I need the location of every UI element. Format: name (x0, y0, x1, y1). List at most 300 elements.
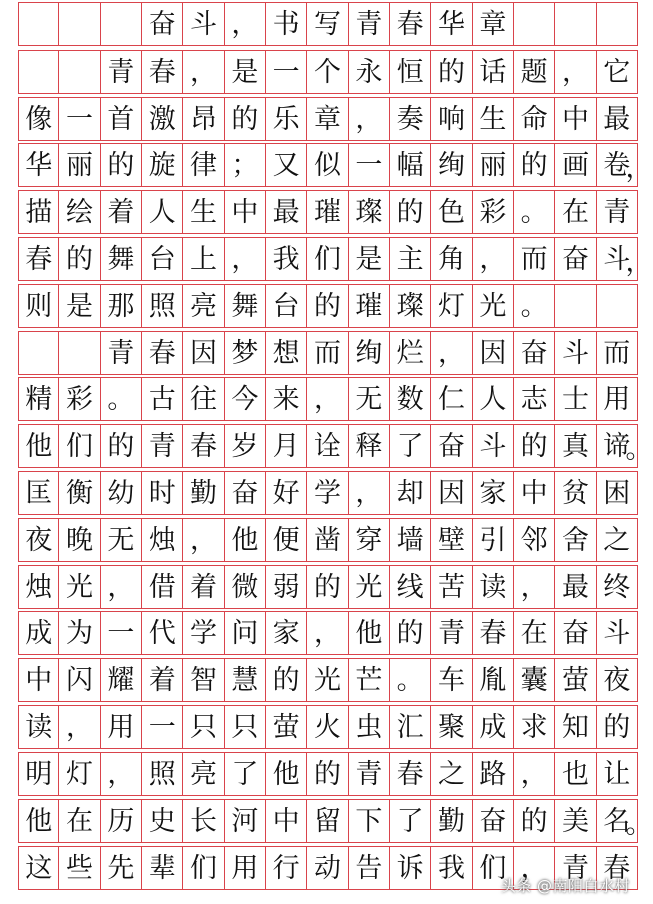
grid-cell: 画 (555, 144, 596, 186)
grid-row (18, 143, 653, 187)
grid-cell: 则 (18, 285, 59, 327)
grid-cell: 车 (431, 659, 472, 701)
grid-cell: 春 (390, 3, 431, 45)
grid-cell: 春 (473, 612, 514, 654)
grid-cell: 诠 (307, 425, 348, 467)
grid-cell: 借 (142, 566, 183, 608)
grid-cell: 旋 (142, 144, 183, 186)
grid-cell: 无 (101, 519, 142, 561)
grid-cell: 亮 (183, 753, 224, 795)
grid-cell: 似 (307, 144, 348, 186)
grid-cell: 弱 (266, 566, 307, 608)
grid-cell: 留 (307, 800, 348, 842)
grid-cell: 斗 (473, 425, 514, 467)
grid-cell: 释 (349, 425, 390, 467)
grid-cell: 我 (431, 847, 472, 889)
grid-cell: 的 (597, 706, 638, 748)
grid-cell: 们 (473, 847, 514, 889)
grid-cell: 青 (101, 51, 142, 93)
grid-cell: 用 (597, 378, 638, 420)
grid-cell: 最 (597, 98, 638, 140)
grid-cell: 奋 (555, 238, 596, 280)
grid-cell: 用 (225, 847, 266, 889)
grid-cell: 光 (349, 566, 390, 608)
grid-cell: 往 (183, 378, 224, 420)
grid-cell: 士 (555, 378, 596, 420)
grid-cell: 在 (59, 800, 100, 842)
grid-cell: 史 (142, 800, 183, 842)
grid-cell: 为 (59, 612, 100, 654)
grid-cell: 斗 (183, 3, 224, 45)
grid-cell: 贫 (555, 472, 596, 514)
grid-cell: 慧 (225, 659, 266, 701)
grid-cell: 的 (266, 659, 307, 701)
grid-cell: 岁 (225, 425, 266, 467)
grid-cell: 上 (183, 238, 224, 280)
grid-cell: 绘 (59, 191, 100, 233)
grid-cell: 之 (597, 519, 638, 561)
grid-cell: ， (183, 51, 224, 93)
grid-cell: 火 (307, 706, 348, 748)
grid-cell: 描 (18, 191, 59, 233)
grid-cell: 他 (18, 425, 59, 467)
grid-cell: 勤 (183, 472, 224, 514)
grid-row (18, 611, 638, 655)
grid-cell: 知 (555, 706, 596, 748)
grid-cell: 的 (307, 753, 348, 795)
grid-cell: 舞 (225, 285, 266, 327)
grid-cell: 人 (142, 191, 183, 233)
grid-cell: 学 (307, 472, 348, 514)
grid-row (18, 377, 638, 421)
grid-cell: 春 (142, 51, 183, 93)
grid-cell: 是 (225, 51, 266, 93)
grid-cell: 奏 (390, 98, 431, 140)
grid-cell: 好 (266, 472, 307, 514)
grid-cell: 春 (183, 425, 224, 467)
grid-cell: 。 (514, 285, 555, 327)
grid-cell: ， (59, 706, 100, 748)
grid-cell: 告 (349, 847, 390, 889)
grid-cell: 章 (473, 3, 514, 45)
grid-cell: 匡 (18, 472, 59, 514)
grid-cell: 丽 (473, 144, 514, 186)
grid-cell: 河 (225, 800, 266, 842)
grid-cell: 舍 (555, 519, 596, 561)
overflow-char: 。 (625, 808, 653, 840)
grid-cell: ， (225, 238, 266, 280)
grid-cell: 芒 (349, 659, 390, 701)
grid-cell: 数 (390, 378, 431, 420)
grid-cell: 照 (142, 285, 183, 327)
grid-cell: 下 (349, 800, 390, 842)
grid-cell: ， (555, 51, 596, 93)
grid-cell: 引 (473, 519, 514, 561)
grid-cell: 成 (18, 612, 59, 654)
grid-cell: 中 (18, 659, 59, 701)
grid-cell: 谛 (597, 425, 638, 467)
grid-cell: 代 (142, 612, 183, 654)
grid-cell (555, 285, 596, 327)
grid-cell: 志 (514, 378, 555, 420)
grid-cell: 首 (101, 98, 142, 140)
grid-cell: 些 (59, 847, 100, 889)
grid-cell: 春 (390, 753, 431, 795)
grid-cell: 奋 (514, 332, 555, 374)
grid-cell: 明 (18, 753, 59, 795)
grid-cell: 的 (59, 238, 100, 280)
grid-cell: 光 (307, 659, 348, 701)
grid-cell: 了 (225, 753, 266, 795)
grid-cell: 昂 (183, 98, 224, 140)
grid-cell: 胤 (473, 659, 514, 701)
grid-cell: 章 (307, 98, 348, 140)
grid-cell: ， (473, 238, 514, 280)
grid-cell: 学 (183, 612, 224, 654)
grid-cell: 着 (142, 659, 183, 701)
grid-cell: 青 (349, 753, 390, 795)
grid-cell (59, 51, 100, 93)
grid-cell: 的 (390, 191, 431, 233)
grid-cell: 之 (431, 753, 472, 795)
overflow-char: 。 (625, 433, 653, 465)
grid-row (18, 50, 638, 94)
grid-cell: 而 (307, 332, 348, 374)
grid-cell: 台 (266, 285, 307, 327)
grid-cell: 无 (349, 378, 390, 420)
grid-row (18, 331, 638, 375)
grid-cell: 。 (101, 378, 142, 420)
grid-cell: 问 (225, 612, 266, 654)
grid-cell: 台 (142, 238, 183, 280)
grid-cell: 最 (555, 566, 596, 608)
grid-cell: 们 (59, 425, 100, 467)
grid-cell: 让 (597, 753, 638, 795)
grid-cell: 时 (142, 472, 183, 514)
grid-cell: 人 (473, 378, 514, 420)
grid-cell: 终 (597, 566, 638, 608)
grid-cell: 奋 (142, 3, 183, 45)
grid-cell: 虫 (349, 706, 390, 748)
grid-cell: 了 (390, 425, 431, 467)
grid-cell: 斗 (555, 332, 596, 374)
grid-cell: 行 (266, 847, 307, 889)
grid-cell: 激 (142, 98, 183, 140)
grid-cell: 青 (555, 847, 596, 889)
grid-cell: 精 (18, 378, 59, 420)
grid-cell: 命 (514, 98, 555, 140)
grid-row (18, 424, 653, 468)
grid-cell: 因 (183, 332, 224, 374)
overflow-char: ， (625, 246, 653, 278)
grid-cell: 他 (266, 753, 307, 795)
grid-cell: 着 (183, 566, 224, 608)
grid-cell: 们 (183, 847, 224, 889)
grid-cell: 彩 (59, 378, 100, 420)
watermark: 头条 @南阳白水村 (500, 877, 630, 895)
grid-cell: 斗 (597, 612, 638, 654)
grid-cell: ， (101, 566, 142, 608)
grid-cell: 的 (431, 51, 472, 93)
grid-cell: 光 (473, 285, 514, 327)
grid-cell: 动 (307, 847, 348, 889)
grid-cell: 因 (473, 332, 514, 374)
grid-row (18, 799, 653, 843)
grid-cell: 的 (514, 425, 555, 467)
grid-cell: 夜 (18, 519, 59, 561)
grid-cell: 美 (555, 800, 596, 842)
grid-row (18, 284, 638, 328)
grid-cell: 衡 (59, 472, 100, 514)
grid-cell: 主 (390, 238, 431, 280)
grid-cell: 中 (514, 472, 555, 514)
grid-cell: 勤 (431, 800, 472, 842)
grid-cell: 便 (266, 519, 307, 561)
grid-row (18, 237, 653, 281)
grid-row (18, 752, 638, 796)
grid-cell: 古 (142, 378, 183, 420)
grid-row (18, 97, 638, 141)
grid-cell: ， (349, 98, 390, 140)
grid-cell: 一 (142, 706, 183, 748)
grid-cell: 生 (473, 98, 514, 140)
grid-cell: 灯 (59, 753, 100, 795)
grid-cell: 是 (59, 285, 100, 327)
grid-cell: 也 (555, 753, 596, 795)
grid-cell: ， (349, 472, 390, 514)
grid-cell: 辈 (142, 847, 183, 889)
grid-cell: 青 (431, 612, 472, 654)
grid-cell: 来 (266, 378, 307, 420)
grid-cell: 响 (431, 98, 472, 140)
grid-cell: 亮 (183, 285, 224, 327)
grid-cell: 他 (225, 519, 266, 561)
grid-cell (101, 3, 142, 45)
grid-cell: 的 (390, 612, 431, 654)
grid-cell: 只 (183, 706, 224, 748)
grid-cell: 青 (349, 3, 390, 45)
grid-cell: 穿 (349, 519, 390, 561)
grid-cell: 奋 (555, 612, 596, 654)
grid-cell: ； (225, 144, 266, 186)
grid-cell: 先 (101, 847, 142, 889)
grid-cell: ， (514, 753, 555, 795)
grid-cell: 那 (101, 285, 142, 327)
grid-cell: 璀 (307, 191, 348, 233)
grid-cell: 因 (431, 472, 472, 514)
grid-cell: 最 (266, 191, 307, 233)
grid-cell: 写 (307, 3, 348, 45)
grid-cell: 想 (266, 332, 307, 374)
grid-cell: 困 (597, 472, 638, 514)
grid-cell: 绚 (349, 332, 390, 374)
grid-cell: 角 (431, 238, 472, 280)
grid-cell: 的 (514, 800, 555, 842)
grid-cell: 青 (142, 425, 183, 467)
grid-cell: 名 (597, 800, 638, 842)
grid-cell: 着 (101, 191, 142, 233)
grid-cell: 幼 (101, 472, 142, 514)
grid-cell: 绚 (431, 144, 472, 186)
grid-cell: 历 (101, 800, 142, 842)
grid-cell: 乐 (266, 98, 307, 140)
grid-cell: 却 (390, 472, 431, 514)
grid-cell: ， (307, 378, 348, 420)
grid-cell: 囊 (514, 659, 555, 701)
grid-cell: 读 (18, 706, 59, 748)
grid-cell: 华 (18, 144, 59, 186)
grid-cell: 璨 (390, 285, 431, 327)
grid-row (18, 2, 638, 46)
grid-cell: 仁 (431, 378, 472, 420)
grid-cell: 月 (266, 425, 307, 467)
grid-cell: 萤 (266, 706, 307, 748)
grid-row (18, 190, 638, 234)
grid-cell: ， (225, 3, 266, 45)
grid-cell: 梦 (225, 332, 266, 374)
grid-cell: 是 (349, 238, 390, 280)
grid-cell: 璨 (349, 191, 390, 233)
grid-cell: 灯 (431, 285, 472, 327)
grid-cell: 读 (473, 566, 514, 608)
grid-cell: 苦 (431, 566, 472, 608)
grid-cell: 舞 (101, 238, 142, 280)
grid-cell: 永 (349, 51, 390, 93)
grid-cell: ， (183, 519, 224, 561)
grid-cell: 邻 (514, 519, 555, 561)
grid-cell: ， (514, 566, 555, 608)
grid-cell: 智 (183, 659, 224, 701)
grid-cell: 斗 (597, 238, 638, 280)
grid-cell: ， (101, 753, 142, 795)
grid-cell: 们 (307, 238, 348, 280)
grid-cell: 在 (555, 191, 596, 233)
overflow-char: ， (625, 152, 653, 184)
grid-cell: 烂 (390, 332, 431, 374)
grid-cell: 的 (101, 144, 142, 186)
grid-cell: 墙 (390, 519, 431, 561)
grid-cell: 又 (266, 144, 307, 186)
grid-cell: 萤 (555, 659, 596, 701)
grid-cell: 夜 (597, 659, 638, 701)
grid-cell: 奋 (473, 800, 514, 842)
grid-row (18, 565, 638, 609)
grid-row (18, 705, 638, 749)
grid-cell: 路 (473, 753, 514, 795)
grid-cell: 长 (183, 800, 224, 842)
grid-cell: 这 (18, 847, 59, 889)
grid-cell: 一 (266, 51, 307, 93)
grid-cell: 彩 (473, 191, 514, 233)
grid-cell: 中 (266, 800, 307, 842)
grid-cell: 个 (307, 51, 348, 93)
grid-cell: 像 (18, 98, 59, 140)
grid-cell: 。 (514, 191, 555, 233)
grid-cell: 春 (18, 238, 59, 280)
grid-cell (555, 3, 596, 45)
grid-cell: 丽 (59, 144, 100, 186)
grid-cell: 华 (431, 3, 472, 45)
grid-cell: ， (514, 847, 555, 889)
grid-cell: ， (307, 612, 348, 654)
grid-cell: 汇 (390, 706, 431, 748)
grid-cell: 我 (266, 238, 307, 280)
grid-cell: 成 (473, 706, 514, 748)
grid-cell: 照 (142, 753, 183, 795)
grid-cell: ， (431, 332, 472, 374)
grid-cell: 一 (101, 612, 142, 654)
grid-cell: 他 (349, 612, 390, 654)
grid-row (18, 518, 638, 562)
grid-cell (59, 332, 100, 374)
grid-cell: 生 (183, 191, 224, 233)
grid-cell: 青 (101, 332, 142, 374)
grid-cell: 真 (555, 425, 596, 467)
grid-cell: 色 (431, 191, 472, 233)
grid-cell: 烛 (18, 566, 59, 608)
grid-cell: 光 (59, 566, 100, 608)
grid-cell: 春 (597, 847, 638, 889)
grid-row (18, 471, 638, 515)
grid-cell: 耀 (101, 659, 142, 701)
grid-cell: 了 (390, 800, 431, 842)
grid-cell (59, 3, 100, 45)
grid-cell: 奋 (431, 425, 472, 467)
grid-cell: 家 (266, 612, 307, 654)
grid-cell: 在 (514, 612, 555, 654)
grid-cell: 奋 (225, 472, 266, 514)
grid-cell (18, 332, 59, 374)
grid-cell: 话 (473, 51, 514, 93)
grid-cell: 中 (225, 191, 266, 233)
grid-cell: 的 (225, 98, 266, 140)
grid-cell: 壁 (431, 519, 472, 561)
grid-cell: 家 (473, 472, 514, 514)
grid-cell: 的 (307, 566, 348, 608)
grid-cell: 而 (597, 332, 638, 374)
grid-cell: 聚 (431, 706, 472, 748)
grid-cell (18, 3, 59, 45)
grid-cell: 诉 (390, 847, 431, 889)
grid-cell: 璀 (349, 285, 390, 327)
grid-cell: 。 (390, 659, 431, 701)
grid-cell: 的 (101, 425, 142, 467)
grid-cell: 线 (390, 566, 431, 608)
grid-cell (18, 51, 59, 93)
grid-cell: 一 (59, 98, 100, 140)
grid-cell: 幅 (390, 144, 431, 186)
grid-cell: 而 (514, 238, 555, 280)
grid-cell (597, 3, 638, 45)
grid-cell: 卷 (597, 144, 638, 186)
grid-cell: 恒 (390, 51, 431, 93)
grid-cell: 的 (307, 285, 348, 327)
grid-cell: 青 (597, 191, 638, 233)
grid-cell: 他 (18, 800, 59, 842)
grid-cell: 它 (597, 51, 638, 93)
grid-cell: 求 (514, 706, 555, 748)
grid-cell: 只 (225, 706, 266, 748)
grid-cell: 闪 (59, 659, 100, 701)
grid-cell: 题 (514, 51, 555, 93)
grid-row (18, 658, 638, 702)
grid-cell (597, 285, 638, 327)
grid-cell: 书 (266, 3, 307, 45)
grid-cell: 一 (349, 144, 390, 186)
grid-cell: 的 (514, 144, 555, 186)
grid-cell: 春 (142, 332, 183, 374)
grid-cell: 凿 (307, 519, 348, 561)
